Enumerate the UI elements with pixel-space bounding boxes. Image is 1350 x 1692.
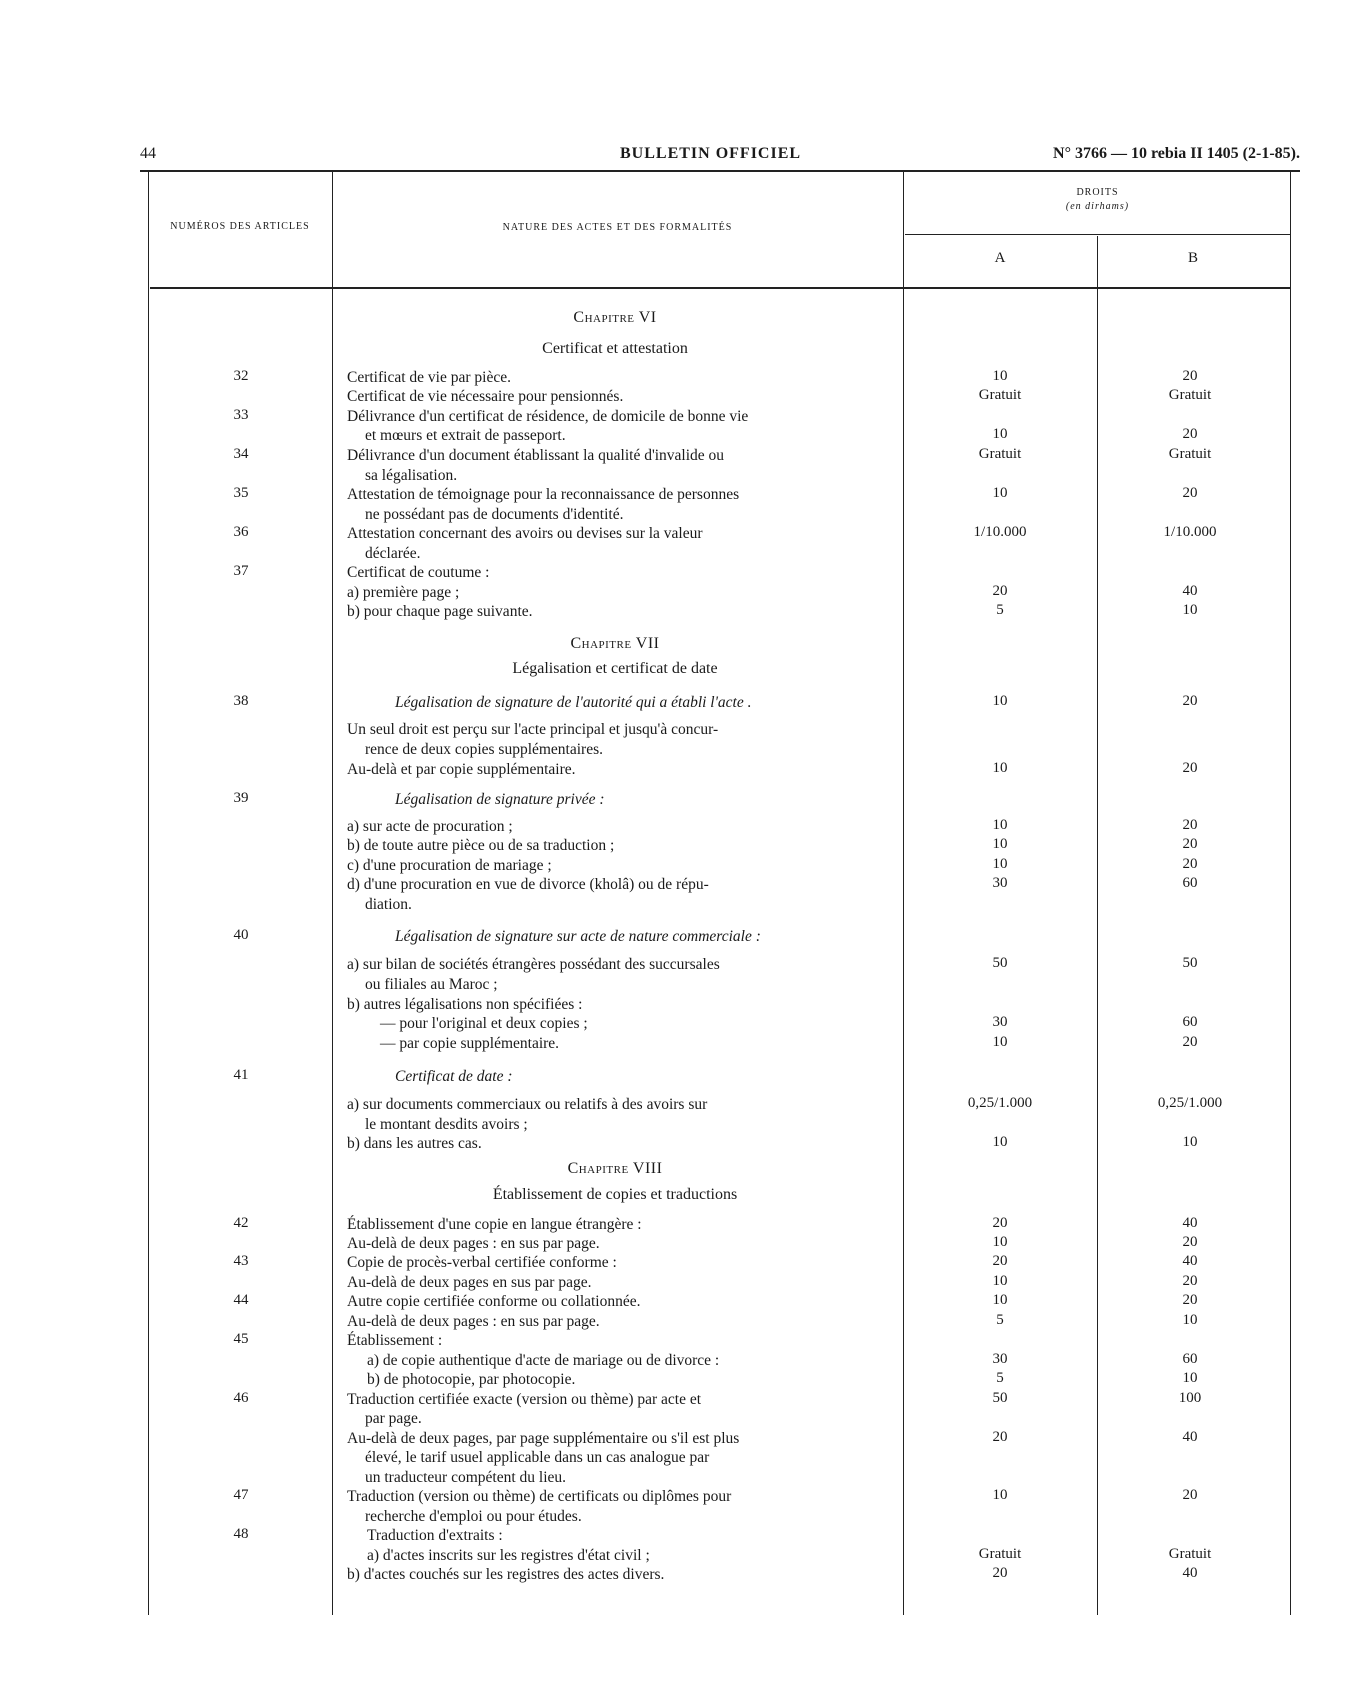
act-description: Traduction certifiée exacte (version ou thème) par acte et [347,1391,702,1408]
act-description: c) d'une procuration de mariage ; [347,857,552,874]
chapter-8-label: Chapitre VIII [567,1160,663,1177]
act-description: Traduction d'extraits : [367,1527,503,1544]
fee-a: 10 [992,836,1008,852]
act-description: Établissement : [347,1332,443,1349]
fee-a: 30 [992,1014,1008,1030]
act-description: Certificat de date : [395,1068,513,1085]
act-description: Certificat de vie par pièce. [347,369,511,386]
act-description: Au-delà de deux pages en sus par page. [347,1274,592,1291]
act-description: Traduction (version ou thème) de certificats ou diplômes pour [347,1488,732,1505]
article-number: 38 [233,693,249,709]
fee-b: 20 [1182,426,1198,442]
fee-b: 50 [1182,955,1198,971]
fee-a: 10 [992,1234,1008,1250]
fee-b: 20 [1182,817,1198,833]
fee-a: 20 [992,1253,1008,1269]
article-number: 35 [233,485,249,501]
fee-a: 10 [992,693,1008,709]
fee-a: 20 [992,1429,1008,1445]
fee-b: 10 [1182,1312,1198,1328]
act-description: b) autres légalisations non spécifiées : [347,996,583,1013]
fee-a: 1/10.000 [973,524,1027,540]
act-description: b) de photocopie, par photocopie. [367,1371,576,1388]
article-number: 33 [233,407,249,423]
act-description: b) dans les autres cas. [347,1135,482,1152]
fee-b: 10 [1182,1134,1198,1150]
fee-a: 30 [992,1351,1008,1367]
fee-b: 20 [1182,1487,1198,1503]
act-description: Certificat de coutume : [347,564,490,581]
article-number: 45 [233,1331,249,1347]
fee-a: 10 [992,368,1008,384]
article-number: 36 [233,524,249,540]
act-description: b) pour chaque page suivante. [347,603,533,620]
act-description: — par copie supplémentaire. [380,1035,560,1052]
fee-b: 60 [1182,875,1198,891]
act-description: Au-delà de deux pages : en sus par page. [347,1313,600,1330]
fee-b: 20 [1182,485,1198,501]
header-articles: NUMÉROS DES ARTICLES [170,221,310,232]
act-description: Légalisation de signature sur acte de nature commerciale : [395,928,761,945]
fee-b: 40 [1182,1565,1198,1581]
fee-b: Gratuit [1168,1546,1212,1562]
act-description: Au-delà de deux pages, par page supplémentaire ou s'il est plus [347,1430,740,1447]
act-description: ou filiales au Maroc ; [365,976,498,993]
act-description: Établissement d'une copie en langue étrangère : [347,1216,642,1233]
fee-b: 20 [1182,1234,1198,1250]
article-number: 48 [233,1526,249,1542]
page-number: 44 [140,145,156,162]
article-number: 43 [233,1253,249,1269]
fee-b: 20 [1182,693,1198,709]
act-description: — pour l'original et deux copies ; [380,1015,588,1032]
fee-b: 20 [1182,1034,1198,1050]
fee-a: 0,25/1.000 [967,1095,1033,1111]
fee-b: 40 [1182,1215,1198,1231]
act-description: par page. [365,1410,422,1427]
act-description: Délivrance d'un document établissant la qualité d'invalide ou [347,447,725,464]
act-description: Au-delà de deux pages : en sus par page. [347,1235,600,1252]
fee-b: 20 [1182,836,1198,852]
fee-a: 20 [992,583,1008,599]
fee-b: 20 [1182,1273,1198,1289]
fee-a: 10 [992,1292,1008,1308]
header-droits: DROITS [1076,187,1119,198]
bulletin-title: BULLETIN OFFICIEL [620,145,802,162]
chapter-7-title: Légalisation et certificat de date [512,660,718,677]
fee-a: 10 [992,485,1008,501]
fee-a: Gratuit [978,1546,1022,1562]
act-description: déclarée. [365,545,421,562]
article-number: 40 [233,927,249,943]
fee-a: 50 [992,955,1008,971]
act-description: a) d'actes inscrits sur les registres d'état civil ; [367,1547,650,1564]
fee-a: 10 [992,1487,1008,1503]
fee-b: 0,25/1.000 [1157,1095,1223,1111]
chapter-8-title: Établissement de copies et traductions [492,1186,738,1203]
fee-a: 10 [992,1273,1008,1289]
article-number: 34 [233,446,249,462]
act-description: recherche d'emploi ou pour études. [365,1508,582,1525]
fee-a: Gratuit [978,387,1022,403]
header-nature: NATURE DES ACTES ET DES FORMALITÉS [502,222,733,233]
act-description: et mœurs et extrait de passeport. [365,427,566,444]
act-description: a) première page ; [347,584,460,601]
fee-a: 10 [992,856,1008,872]
fee-b: 60 [1182,1351,1198,1367]
issue-info: N° 3766 — 10 rebia II 1405 (2-1-85). [1053,145,1300,162]
fee-a: 10 [992,1034,1008,1050]
act-description: Légalisation de signature privée : [395,791,605,808]
act-description: un traducteur compétent du lieu. [365,1469,567,1486]
act-description: b) d'actes couchés sur les registres des actes divers. [347,1566,665,1583]
chapter-7-label: Chapitre VII [570,635,660,652]
article-number: 32 [233,368,249,384]
fee-a: 5 [996,1370,1004,1386]
article-number: 37 [233,563,249,579]
header-col-b: B [1187,250,1198,266]
fee-b: 10 [1182,602,1198,618]
fee-b: 100 [1178,1390,1202,1406]
fee-a: 10 [992,817,1008,833]
act-description: Légalisation de signature de l'autorité qui a établi l'acte . [395,694,752,711]
act-description: Un seul droit est perçu sur l'acte principal et jusqu'à concur- [347,721,719,738]
act-description: le montant desdits avoirs ; [365,1116,528,1133]
fee-b: 40 [1182,1253,1198,1269]
header-droits-unit: (en dirhams) [1065,201,1130,212]
fee-a: 5 [996,1312,1004,1328]
fee-a: 20 [992,1215,1008,1231]
act-description: élevé, le tarif usuel applicable dans un cas analogue par [365,1449,710,1466]
fee-b: Gratuit [1168,446,1212,462]
article-number: 39 [233,790,249,806]
act-description: Copie de procès-verbal certifiée conforme : [347,1254,617,1271]
fee-b: 1/10.000 [1163,524,1217,540]
chapter-6-title: Certificat et attestation [542,340,688,357]
article-number: 47 [233,1487,249,1503]
fee-b: 20 [1182,368,1198,384]
article-number: 44 [233,1292,249,1308]
act-description: Certificat de vie nécessaire pour pensionnés. [347,388,624,405]
fee-a: Gratuit [978,446,1022,462]
chapter-6-label: Chapitre VI [573,309,657,326]
act-description: a) sur acte de procuration ; [347,818,513,835]
fee-a: 5 [996,602,1004,618]
header-col-a: A [994,250,1006,266]
act-description: Attestation de témoignage pour la reconnaissance de personnes [347,486,740,503]
act-description: a) sur bilan de sociétés étrangères possédant des succursales [347,956,720,973]
act-description: rence de deux copies supplémentaires. [365,741,604,758]
fee-b: Gratuit [1168,387,1212,403]
act-description: Attestation concernant des avoirs ou devises sur la valeur [347,525,703,542]
act-description: a) sur documents commerciaux ou relatifs à des avoirs sur [347,1096,708,1113]
article-number: 41 [233,1067,249,1083]
act-description: sa légalisation. [365,467,458,484]
act-description: ne possédant pas de documents d'identité. [365,506,624,523]
article-number: 46 [233,1390,249,1406]
act-description: b) de toute autre pièce ou de sa traduction ; [347,837,615,854]
fee-b: 40 [1182,583,1198,599]
article-number: 42 [233,1215,249,1231]
fee-b: 60 [1182,1014,1198,1030]
fee-a: 10 [992,760,1008,776]
act-description: Délivrance d'un certificat de résidence, de domicile de bonne vie [347,408,749,425]
act-description: d) d'une procuration en vue de divorce (kholâ) ou de répu- [347,876,709,893]
act-description: a) de copie authentique d'acte de mariage ou de divorce : [367,1352,720,1369]
fee-b: 20 [1182,1292,1198,1308]
fee-a: 20 [992,1565,1008,1581]
fee-a: 10 [992,426,1008,442]
act-description: Autre copie certifiée conforme ou collationnée. [347,1293,641,1310]
act-description: diation. [365,896,412,913]
fee-b: 20 [1182,856,1198,872]
fee-b: 40 [1182,1429,1198,1445]
fee-a: 30 [992,875,1008,891]
fee-b: 10 [1182,1370,1198,1386]
fee-b: 20 [1182,760,1198,776]
fee-a: 10 [992,1134,1008,1150]
act-description: Au-delà et par copie supplémentaire. [347,761,576,778]
fee-a: 50 [992,1390,1008,1406]
